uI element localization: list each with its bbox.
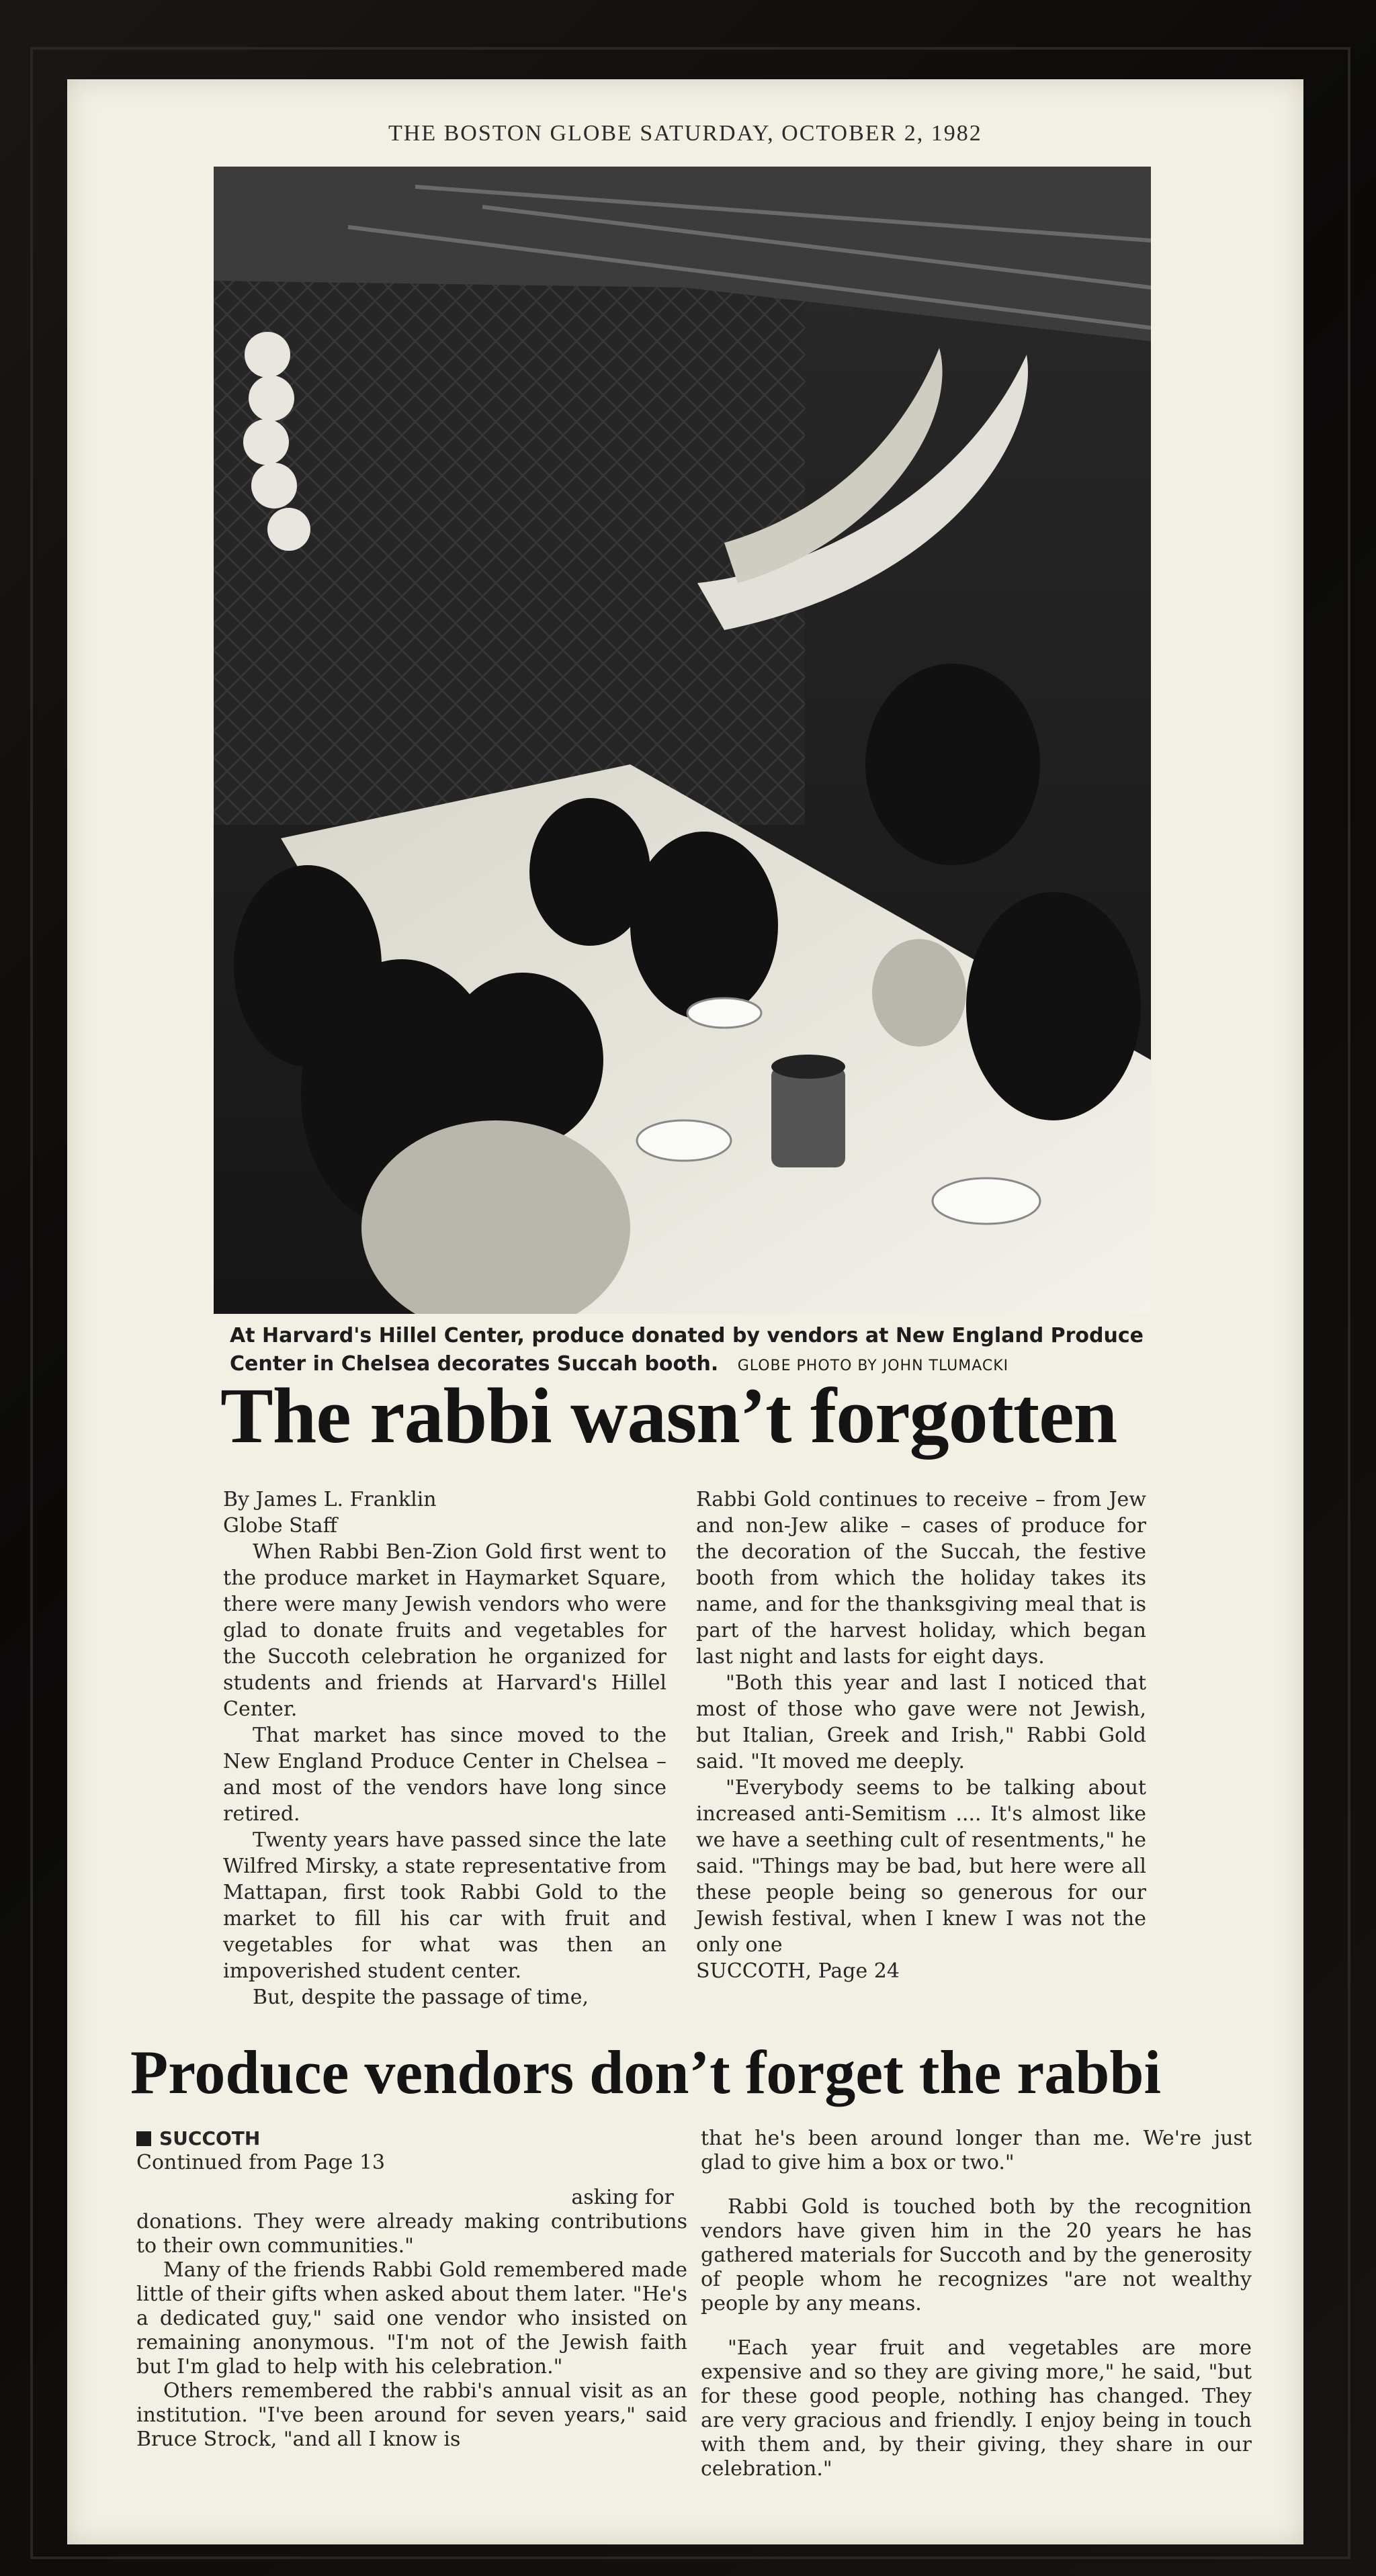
paragraph: When Rabbi Ben-Zion Gold first went to the produce market in Haymarket Square, there were many Jewish vendors who were glad to donate fruits and vegetables for the Succoth celebration he organized for students and friends at Harvard's Hillel Center. <box>223 1540 666 1721</box>
continuation-headline: Produce vendors don’t forget the rabbi <box>130 2038 1162 2106</box>
paragraph: That market has since moved to the New England Produce Center in Chelsea – and most of the vendors have long since retired. <box>223 1724 666 1826</box>
news-photo <box>214 167 1151 1314</box>
caption-text: At Harvard's Hillel Center, produce donated by vendors at New England Produce Center in Chelsea decorates Succah booth. <box>230 1324 1144 1376</box>
continuation-column-1 <box>136 2127 687 2452</box>
byline-author: By James L. Franklin <box>223 1488 437 1511</box>
story-column-2 <box>696 1486 1146 1984</box>
section-label: SUCCOTH <box>136 2127 687 2151</box>
paragraph: Twenty years have passed since the late Wilfred Mirsky, a state representative from Mattapan, first took Rabbi Gold to the market to fill his car with fruit and vegetables for what was then an impoverished student center. <box>223 1828 666 1983</box>
headline: The rabbi wasn’t forgotten <box>220 1372 1117 1460</box>
paragraph: donations. They were already making contributions to their own communities." <box>136 2210 687 2258</box>
paragraph: that he's been around longer than me. We're just glad to give him a box or two." <box>701 2127 1252 2174</box>
paragraph: Many of the friends Rabbi Gold remembered made little of their gifts when asked about them later. "He's a dedicated guy," said one vendor who insisted on remaining anonymous. "I'm not of the Jewish faith but I'm glad to help with his celebration." <box>136 2258 687 2379</box>
paragraph: Others remembered the rabbi's annual visit as an institution. "I've been around for seven years," said Bruce Strock, "and all I know is <box>136 2379 687 2451</box>
paragraph: "Everybody seems to be talking about increased anti-Semitism .... It's almost like we have a seething cult of resentments," he said. "Things may be bad, but here were all these people being so generous for our Jewish festival, when I knew I was not the only one <box>696 1776 1146 1957</box>
photo-credit: GLOBE PHOTO BY JOHN TLUMACKI <box>737 1358 1009 1374</box>
paragraph: But, despite the passage of time, <box>253 1986 589 2009</box>
byline-staff: Globe Staff <box>223 1514 337 1538</box>
paragraph: "Each year fruit and vegetables are more expensive and so they are giving more," he said, "but for these good people, nothing has changed. They are very gracious and friendly. I enjoy being in touch with them and, by their giving, they share in our celebration." <box>701 2336 1252 2481</box>
paragraph: Rabbi Gold continues to receive – from Jew and non-Jew alike – cases of produce for the decoration of the Succah, the festive booth from which the holiday takes its name, and for the thanksgiving meal that is part of the harvest holiday, which began last night and lasts for eight days. <box>696 1488 1146 1669</box>
paragraph-fragment: asking for <box>571 2186 674 2209</box>
dateline: THE BOSTON GLOBE SATURDAY, OCTOBER 2, 1982 <box>388 121 982 146</box>
paragraph: "Both this year and last I noticed that most of those who gave were not Jewish, but Italian, Greek and Irish," Rabbi Gold said. "It moved me deeply. <box>696 1671 1146 1773</box>
story-column-1 <box>223 1486 666 2010</box>
newspaper-clipping <box>67 79 1303 2544</box>
paragraph: Rabbi Gold is touched both by the recognition vendors have given him in the 20 years he has gathered materials for Succoth and by the generosity of people whom he recognizes "are not wealthy people by any means. <box>701 2195 1252 2315</box>
jump-line: SUCCOTH, Page 24 <box>696 1959 900 1983</box>
photo-illustration <box>214 167 1151 1314</box>
continued-from: Continued from Page 13 <box>136 2151 386 2174</box>
square-bullet-icon <box>136 2131 151 2146</box>
continuation-column-2 <box>701 2127 1252 2481</box>
